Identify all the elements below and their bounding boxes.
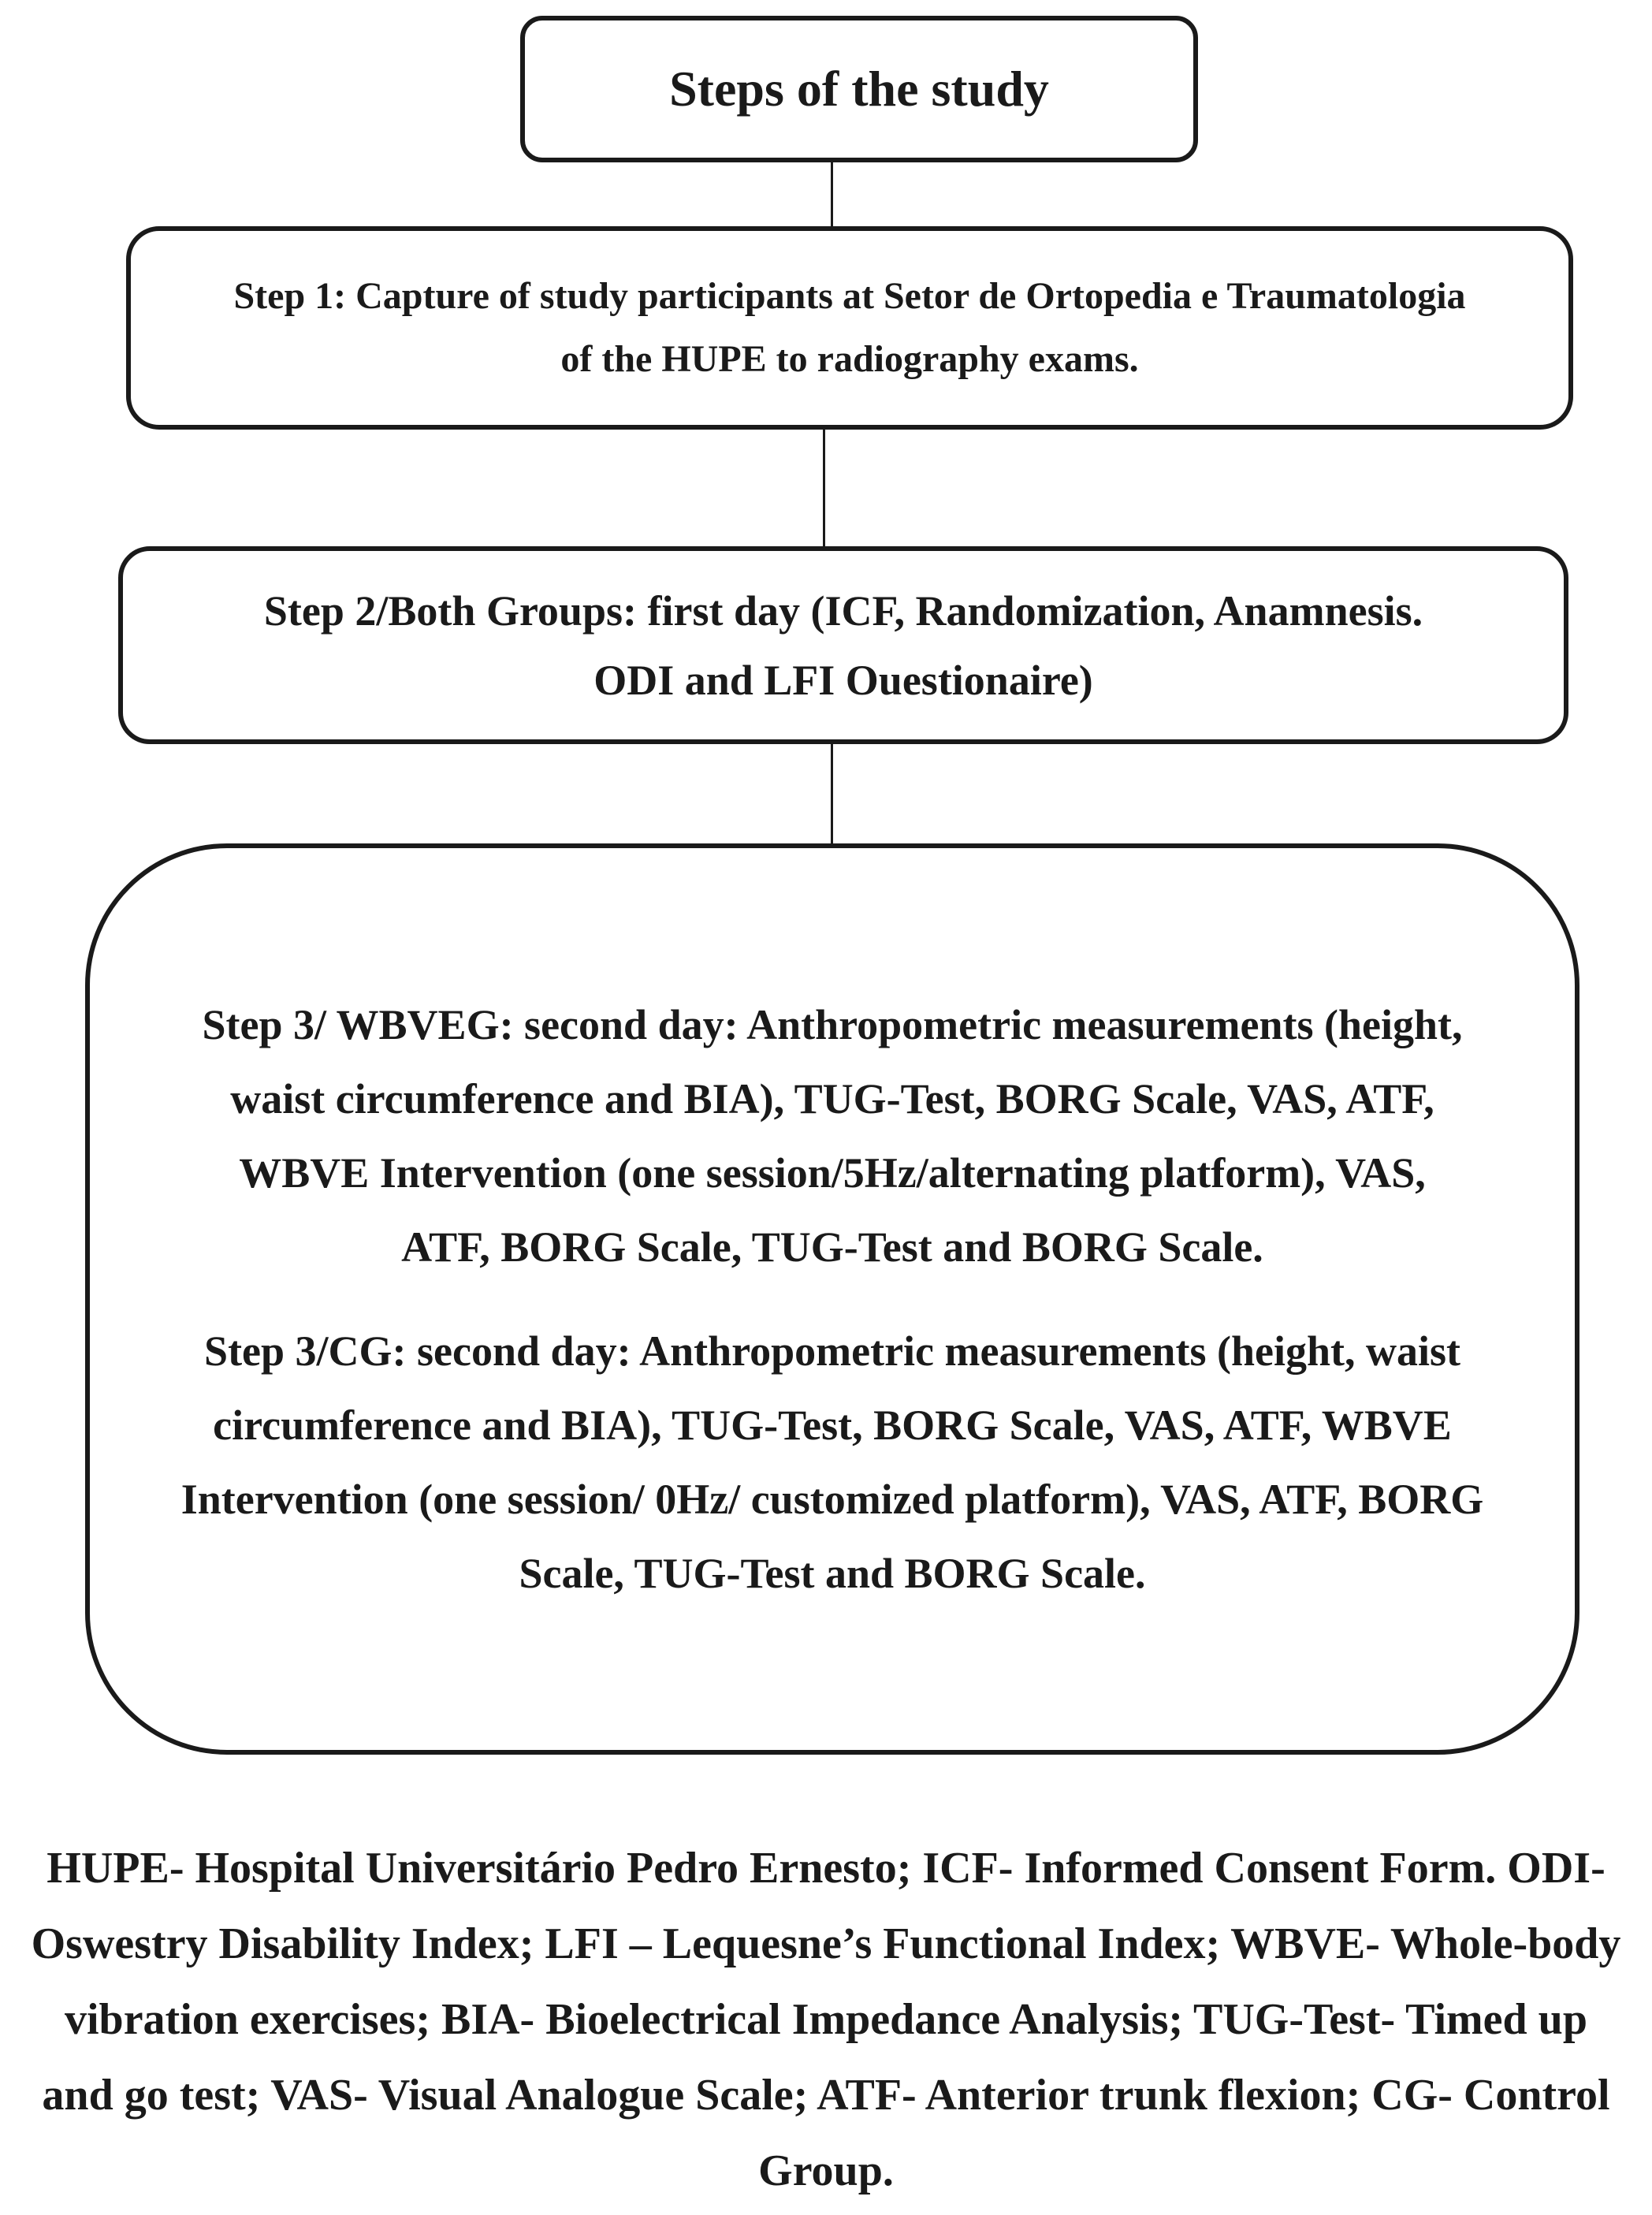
step3-box <box>85 843 1579 1755</box>
connector-step2-step3 <box>831 744 833 843</box>
diagram-title: Steps of the study <box>669 60 1049 117</box>
abbreviations-legend: HUPE- Hospital Universitário Pedro Ernesto; ICF- Informed Consent Form. ODI- Oswestry Disability Index; LFI – Lequesne’s Functional Index; WBVE- Whole-body vibration exercises; BIA- Bioelectrical Impedance Analysis; TUG-Test- Timed up and go test; VAS- Visual Analogue Scale; ATF- Anterior trunk flexion; CG- Control Group. <box>31 1844 1621 2195</box>
connector-step1-step2 <box>823 430 825 546</box>
step2-box <box>118 546 1568 744</box>
step3-wbveg-text: Step 3/ WBVEG: second day: Anthropometric measurements (height, waist circumference and BIA), TUG-Test, BORG Scale, VAS, ATF, WBVE Intervention (one session/5Hz/alternating platform), VAS, ATF, BORG Scale, TUG-Test and BORG Scale. <box>202 1001 1463 1271</box>
step3-cg-text: Step 3/CG: second day: Anthropometric measurements (height, waist circumference and BIA), TUG-Test, BORG Scale, VAS, ATF, WBVE Intervention (one session/ 0Hz/ customized platform), VAS, ATF, BORG Scale, TUG-Test and BORG Scale. <box>180 1327 1484 1597</box>
step1-text: Step 1: Capture of study participants at Setor de Ortopedia e Traumatologia of the HUPE to radiography exams. <box>233 275 1466 380</box>
step2-text: Step 2/Both Groups: first day (ICF, Randomization, Anamnesis. ODI and LFI Ouestionaire) <box>263 586 1423 704</box>
title-box <box>520 16 1198 162</box>
step1-box <box>126 226 1573 430</box>
connector-title-step1 <box>831 162 833 226</box>
